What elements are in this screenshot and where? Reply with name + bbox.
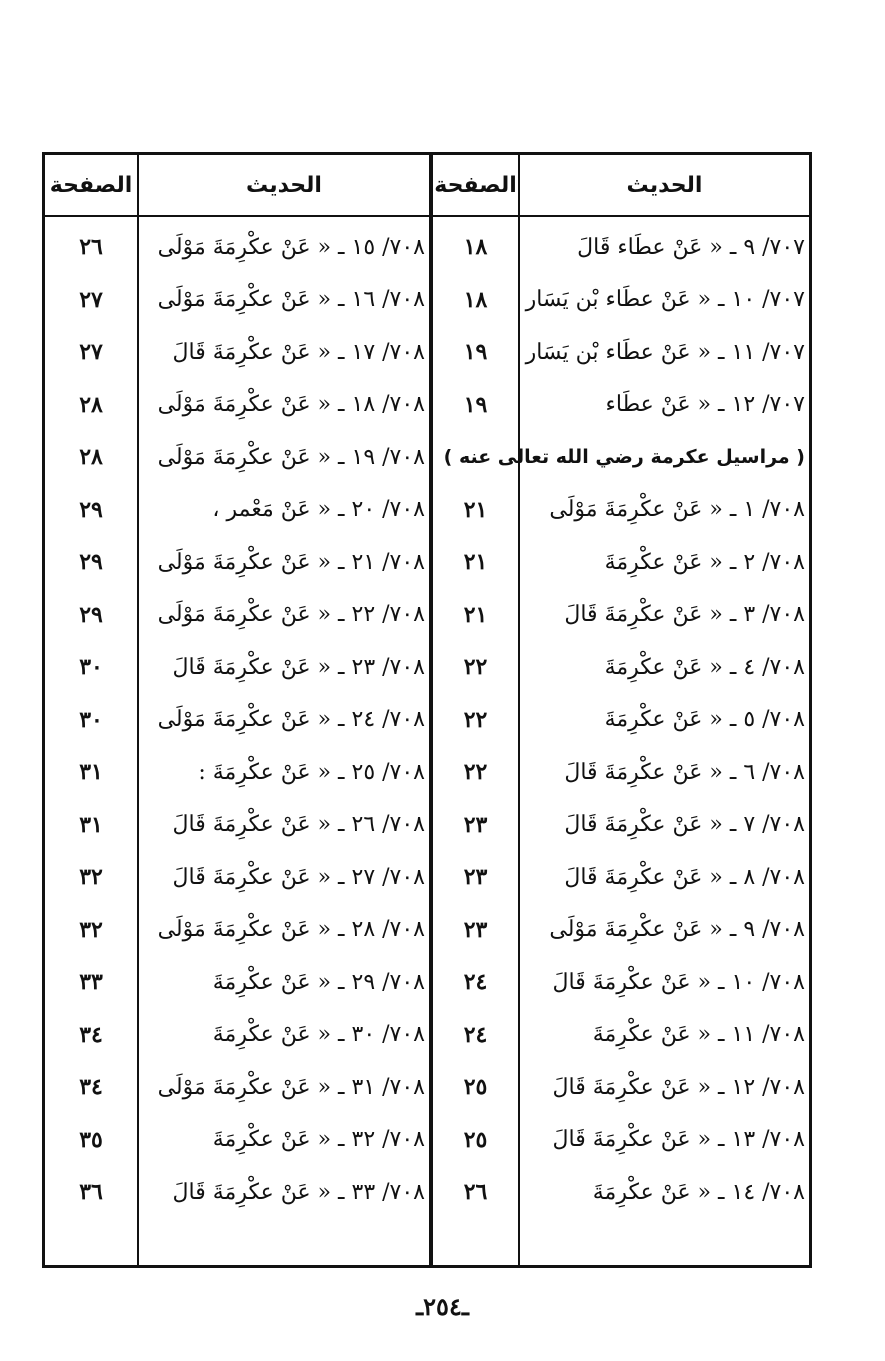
page-ref-right: ٢٣ — [463, 916, 488, 943]
hadith-entry-right: ٧٠٨/ ١٢ ـ « عَنْ عكْرِمَةَ قَالَ — [552, 1074, 805, 1100]
hadith-entry-right: ٧٠٨/ ١٣ ـ « عَنْ عكْرِمَةَ قَالَ — [552, 1127, 805, 1153]
hadith-entry-right: ٧٠٨/ ٢ ـ « عَنْ عكْرِمَةَ — [604, 549, 805, 575]
page-ref-right: ٢٢ — [463, 654, 488, 681]
page-ref-right: ٢١ — [463, 601, 488, 628]
table-row — [45, 746, 809, 799]
page-ref-right: ١٨ — [463, 234, 488, 261]
page-ref-left: ٣٣ — [79, 969, 103, 996]
table-row — [45, 694, 809, 747]
page-ref-right: ٢٦ — [463, 1179, 488, 1206]
table-row — [45, 589, 809, 642]
page-ref-left: ٣٢ — [79, 916, 103, 943]
page-ref-left: ٢٩ — [79, 601, 103, 628]
table-row — [45, 326, 809, 379]
table-body — [45, 221, 809, 1219]
page-ref-right: ٢١ — [463, 549, 488, 576]
hadith-entry-left: ٧٠٨/ ٣٠ ـ « عَنْ عكْرِمَةَ — [212, 1022, 425, 1048]
table-row — [45, 1009, 809, 1062]
hadith-entry-left: ٧٠٨/ ٢٩ ـ « عَنْ عكْرِمَةَ — [212, 969, 425, 995]
page-ref-left: ٣١ — [79, 811, 103, 838]
page-ref-right — [433, 431, 518, 484]
page-ref-right: ٢٥ — [463, 1126, 488, 1153]
hadith-entry-right: ٧٠٨/ ١ ـ « عَنْ عكْرِمَةَ مَوْلَى — [549, 497, 805, 523]
page-ref-left: ٢٦ — [79, 234, 103, 261]
page-ref-right: ٢٤ — [463, 969, 488, 996]
hadith-entry-right: ٧٠٧/ ١٢ ـ « عَنْ عطَاء — [605, 392, 805, 418]
header-underline — [45, 215, 809, 217]
section-heading: ( مراسيل عكرمة رضي الله تعالى عنه ) — [443, 446, 805, 469]
hadith-entry-right: ٧٠٨/ ٥ ـ « عَنْ عكْرِمَةَ — [604, 707, 805, 733]
hadith-entry-right: ٧٠٧/ ١٠ ـ « عَنْ عطَاء بْن يَسَار — [525, 287, 805, 313]
page-ref-right: ١٩ — [463, 391, 488, 418]
page-ref-left: ٣٤ — [79, 1021, 103, 1048]
page-ref-left: ٣٠ — [79, 706, 103, 733]
hadith-entry-left: ٧٠٨/ ٢٣ ـ « عَنْ عكْرِمَةَ قَالَ — [172, 654, 425, 680]
hadith-entry-left: ٧٠٨/ ١٧ ـ « عَنْ عكْرِمَةَ قَالَ — [172, 339, 425, 365]
header-hadith-left: الحديث — [246, 172, 322, 198]
page-ref-left: ٣٤ — [79, 1074, 103, 1101]
table-row — [45, 1061, 809, 1114]
table-row — [45, 799, 809, 852]
hadith-entry-right: ٧٠٨/ ٩ ـ « عَنْ عكْرِمَةَ مَوْلَى — [549, 917, 805, 943]
page-ref-right: ١٩ — [463, 339, 488, 366]
hadith-entry-left: ٧٠٨/ ١٨ ـ « عَنْ عكْرِمَةَ مَوْلَى — [157, 392, 425, 418]
hadith-entry-right: ٧٠٨/ ١٤ ـ « عَنْ عكْرِمَةَ — [592, 1179, 805, 1205]
hadith-entry-left: ٧٠٨/ ٣٣ ـ « عَنْ عكْرِمَةَ قَالَ — [172, 1179, 425, 1205]
table-row — [45, 379, 809, 432]
page-ref-left: ٢٩ — [79, 549, 103, 576]
table-row — [45, 274, 809, 327]
hadith-entry-left: ٧٠٨/ ٢٦ ـ « عَنْ عكْرِمَةَ قَالَ — [172, 812, 425, 838]
hadith-entry-left: ٧٠٨/ ٣٢ ـ « عَنْ عكْرِمَةَ — [212, 1127, 425, 1153]
header-page-left: الصفحة — [49, 172, 133, 198]
page-ref-left: ٣٦ — [79, 1179, 103, 1206]
hadith-entry-left: ٧٠٨/ ٢٠ ـ « عَنْ مَعْمر ، — [212, 497, 425, 523]
table-row — [45, 1166, 809, 1219]
hadith-entry-left: ٧٠٨/ ١٥ ـ « عَنْ عكْرِمَةَ مَوْلَى — [157, 234, 425, 260]
page-ref-left: ٣٠ — [79, 654, 103, 681]
hadith-entry-left: ٧٠٨/ ١٩ ـ « عَنْ عكْرِمَةَ مَوْلَى — [157, 444, 425, 470]
page-ref-left: ٢٧ — [79, 339, 103, 366]
hadith-entry-right: ٧٠٨/ ٧ ـ « عَنْ عكْرِمَةَ قَالَ — [564, 812, 805, 838]
header-hadith-right: الحديث — [626, 172, 703, 198]
hadith-entry-right: ٧٠٨/ ٣ ـ « عَنْ عكْرِمَةَ قَالَ — [564, 602, 805, 628]
hadith-entry-right: ٧٠٨/ ٦ ـ « عَنْ عكْرِمَةَ قَالَ — [564, 759, 805, 785]
table-row — [45, 431, 809, 484]
table-row — [45, 641, 809, 694]
page-ref-right: ٢٢ — [463, 759, 488, 786]
table-row — [45, 956, 809, 1009]
page-ref-left: ٣١ — [79, 759, 103, 786]
page-ref-right: ٢١ — [463, 496, 488, 523]
table-row — [45, 221, 809, 274]
page-ref-right: ٢٤ — [463, 1021, 488, 1048]
page-ref-left: ٢٨ — [79, 391, 103, 418]
hadith-entry-left: ٧٠٨/ ٣١ ـ « عَنْ عكْرِمَةَ مَوْلَى — [157, 1074, 425, 1100]
hadith-entry-left: ٧٠٨/ ١٦ ـ « عَنْ عكْرِمَةَ مَوْلَى — [157, 287, 425, 313]
hadith-entry-right: ٧٠٨/ ٨ ـ « عَنْ عكْرِمَةَ قَالَ — [564, 864, 805, 890]
page-number: ـ٢٥٤ـ — [416, 1292, 469, 1321]
hadith-entry-left: ٧٠٨/ ٢٢ ـ « عَنْ عكْرِمَةَ مَوْلَى — [157, 602, 425, 628]
page-ref-right: ٢٣ — [463, 811, 488, 838]
header-page-right: الصفحة — [434, 172, 517, 198]
table-row — [45, 536, 809, 589]
hadith-entry-right: ٧٠٧/ ١١ ـ « عَنْ عطَاء بْن يَسَار — [525, 339, 805, 365]
page-ref-right: ٢٥ — [463, 1074, 488, 1101]
index-table — [42, 152, 812, 1268]
table-row — [45, 851, 809, 904]
hadith-entry-left: ٧٠٨/ ٢٤ ـ « عَنْ عكْرِمَةَ مَوْلَى — [157, 707, 425, 733]
table-row — [45, 1114, 809, 1167]
hadith-entry-right: ٧٠٨/ ٤ ـ « عَنْ عكْرِمَةَ — [604, 654, 805, 680]
hadith-entry-right: ٧٠٧/ ٩ ـ « عَنْ عطَاء قَالَ — [577, 234, 805, 260]
page-ref-right: ٢٢ — [463, 706, 488, 733]
table-row — [45, 484, 809, 537]
page-ref-left: ٢٩ — [79, 496, 103, 523]
hadith-entry-right: ٧٠٨/ ١٠ ـ « عَنْ عكْرِمَةَ قَالَ — [552, 969, 805, 995]
page-ref-right: ٢٣ — [463, 864, 488, 891]
table-row — [45, 904, 809, 957]
page-ref-left: ٣٢ — [79, 864, 103, 891]
page-ref-right: ١٨ — [463, 286, 488, 313]
page-ref-left: ٢٨ — [79, 444, 103, 471]
hadith-entry-left: ٧٠٨/ ٢٨ ـ « عَنْ عكْرِمَةَ مَوْلَى — [157, 917, 425, 943]
hadith-entry-left: ٧٠٨/ ٢١ ـ « عَنْ عكْرِمَةَ مَوْلَى — [157, 549, 425, 575]
hadith-entry-right: ٧٠٨/ ١١ ـ « عَنْ عكْرِمَةَ — [592, 1022, 805, 1048]
page-ref-left: ٣٥ — [79, 1126, 103, 1153]
page-ref-left: ٢٧ — [79, 286, 103, 313]
hadith-entry-left: ٧٠٨/ ٢٥ ـ « عَنْ عكْرِمَةَ : — [198, 759, 425, 785]
hadith-entry-left: ٧٠٨/ ٢٧ ـ « عَنْ عكْرِمَةَ قَالَ — [172, 864, 425, 890]
